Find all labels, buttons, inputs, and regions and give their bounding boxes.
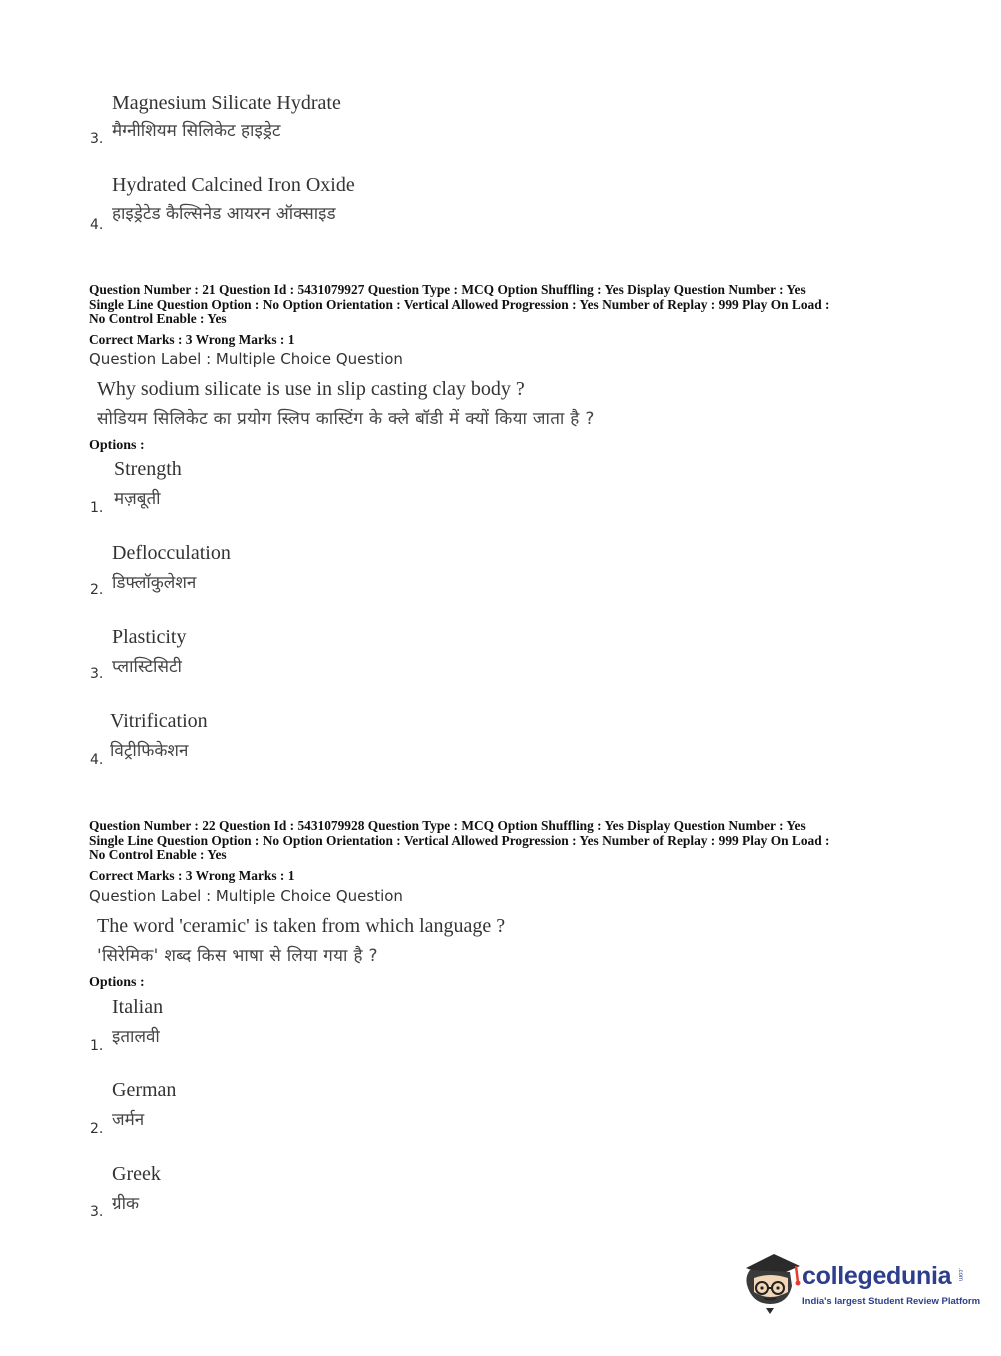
q21-marks: Correct Marks : 3 Wrong Marks : 1 (89, 332, 295, 347)
option-number: 3. (90, 131, 104, 147)
q21-options-heading: Options : (89, 438, 145, 453)
option-text-hi: मज़बूती (114, 489, 161, 509)
option-text-en: German (112, 1079, 177, 1101)
q22-meta-line-3: No Control Enable : Yes (89, 847, 227, 862)
option-text-hi: हाइड्रेटेड कैल्सिनेड आयरन ऑक्साइड (112, 204, 336, 224)
option-number: 1. (90, 1038, 104, 1054)
option-text-en: Italian (112, 996, 164, 1018)
option-text-hi: इतालवी (112, 1027, 160, 1047)
q22-option-2 (88, 1079, 508, 1139)
q22-question-label: Question Label : Multiple Choice Question (89, 887, 403, 905)
q22-metadata (89, 819, 919, 863)
q22-question-text-en: The word 'ceramic' is taken from which language ? (97, 915, 506, 937)
q21-question-text-en: Why sodium silicate is use in slip casting clay body ? (97, 378, 525, 400)
q22-marks: Correct Marks : 3 Wrong Marks : 1 (89, 868, 295, 883)
option-text-en: Magnesium Silicate Hydrate (112, 92, 341, 114)
option-number: 4. (90, 752, 104, 768)
option-number: 2. (90, 582, 104, 598)
q22-option-3 (88, 1163, 508, 1223)
q21-meta-line-3: No Control Enable : Yes (89, 311, 227, 326)
collegedunia-watermark (740, 1248, 981, 1318)
brand-suffix: .com (957, 1268, 963, 1282)
brand-name: collegedunia (802, 1262, 952, 1290)
q22-question-text-hi: 'सिरेमिक' शब्द किस भाषा से लिया गया है ? (97, 946, 378, 966)
option-number: 2. (90, 1121, 104, 1137)
option-text-hi: प्लास्टिसिटी (112, 657, 182, 677)
brand-tagline: India's largest Student Review Platform (802, 1296, 981, 1307)
q21-option-2 (88, 542, 508, 602)
q21-question-label: Question Label : Multiple Choice Question (89, 350, 403, 368)
q21-meta-line-2: Single Line Question Option : No Option Orientation : Vertical Allowed Progression : Yes Number of Replay : 999 Play On Load : (89, 296, 830, 312)
option-number: 3. (90, 666, 104, 682)
option-text-en: Greek (112, 1163, 161, 1185)
q21-meta-line-1: Question Number : 21 Question Id : 5431079927 Question Type : MCQ Option Shuffling : Yes Display Question Number : Yes (89, 282, 806, 297)
q22-meta-line-2: Single Line Question Option : No Option Orientation : Vertical Allowed Progression : Yes Number of Replay : 999 Play On Load : (89, 832, 830, 848)
q21-option-4 (88, 710, 508, 770)
option-number: 1. (90, 500, 104, 516)
option-text-hi: विट्रीफिकेशन (110, 741, 189, 761)
q21-question-text-hi: सोडियम सिलिकेट का प्रयोग स्लिप कास्टिंग के क्ले बॉडी में क्यों किया जाता है ? (97, 409, 595, 429)
q22-options-heading: Options : (89, 975, 145, 990)
option-number: 3. (90, 1204, 104, 1220)
option-number: 4. (90, 217, 104, 233)
mascot-logo-icon (740, 1248, 802, 1314)
prev-option-3 (88, 92, 508, 152)
option-text-en: Deflocculation (112, 542, 231, 564)
option-text-hi: जर्मन (112, 1110, 145, 1130)
option-text-en: Plasticity (112, 626, 187, 648)
q21-metadata (89, 283, 919, 327)
option-text-en: Vitrification (110, 710, 208, 732)
option-text-hi: ग्रीक (112, 1194, 140, 1214)
option-text-hi: डिफ्लॉकुलेशन (112, 573, 197, 593)
q22-meta-line-1: Question Number : 22 Question Id : 5431079928 Question Type : MCQ Option Shuffling : Yes Display Question Number : Yes (89, 818, 806, 833)
option-text-en: Strength (114, 458, 182, 480)
option-text-hi: मैग्नीशियम सिलिकेट हाइड्रेट (112, 121, 281, 141)
prev-option-4 (88, 174, 508, 234)
option-text-en: Hydrated Calcined Iron Oxide (112, 174, 355, 196)
q22-option-1 (88, 996, 508, 1056)
q21-option-3 (88, 626, 508, 686)
q21-option-1 (88, 458, 508, 518)
